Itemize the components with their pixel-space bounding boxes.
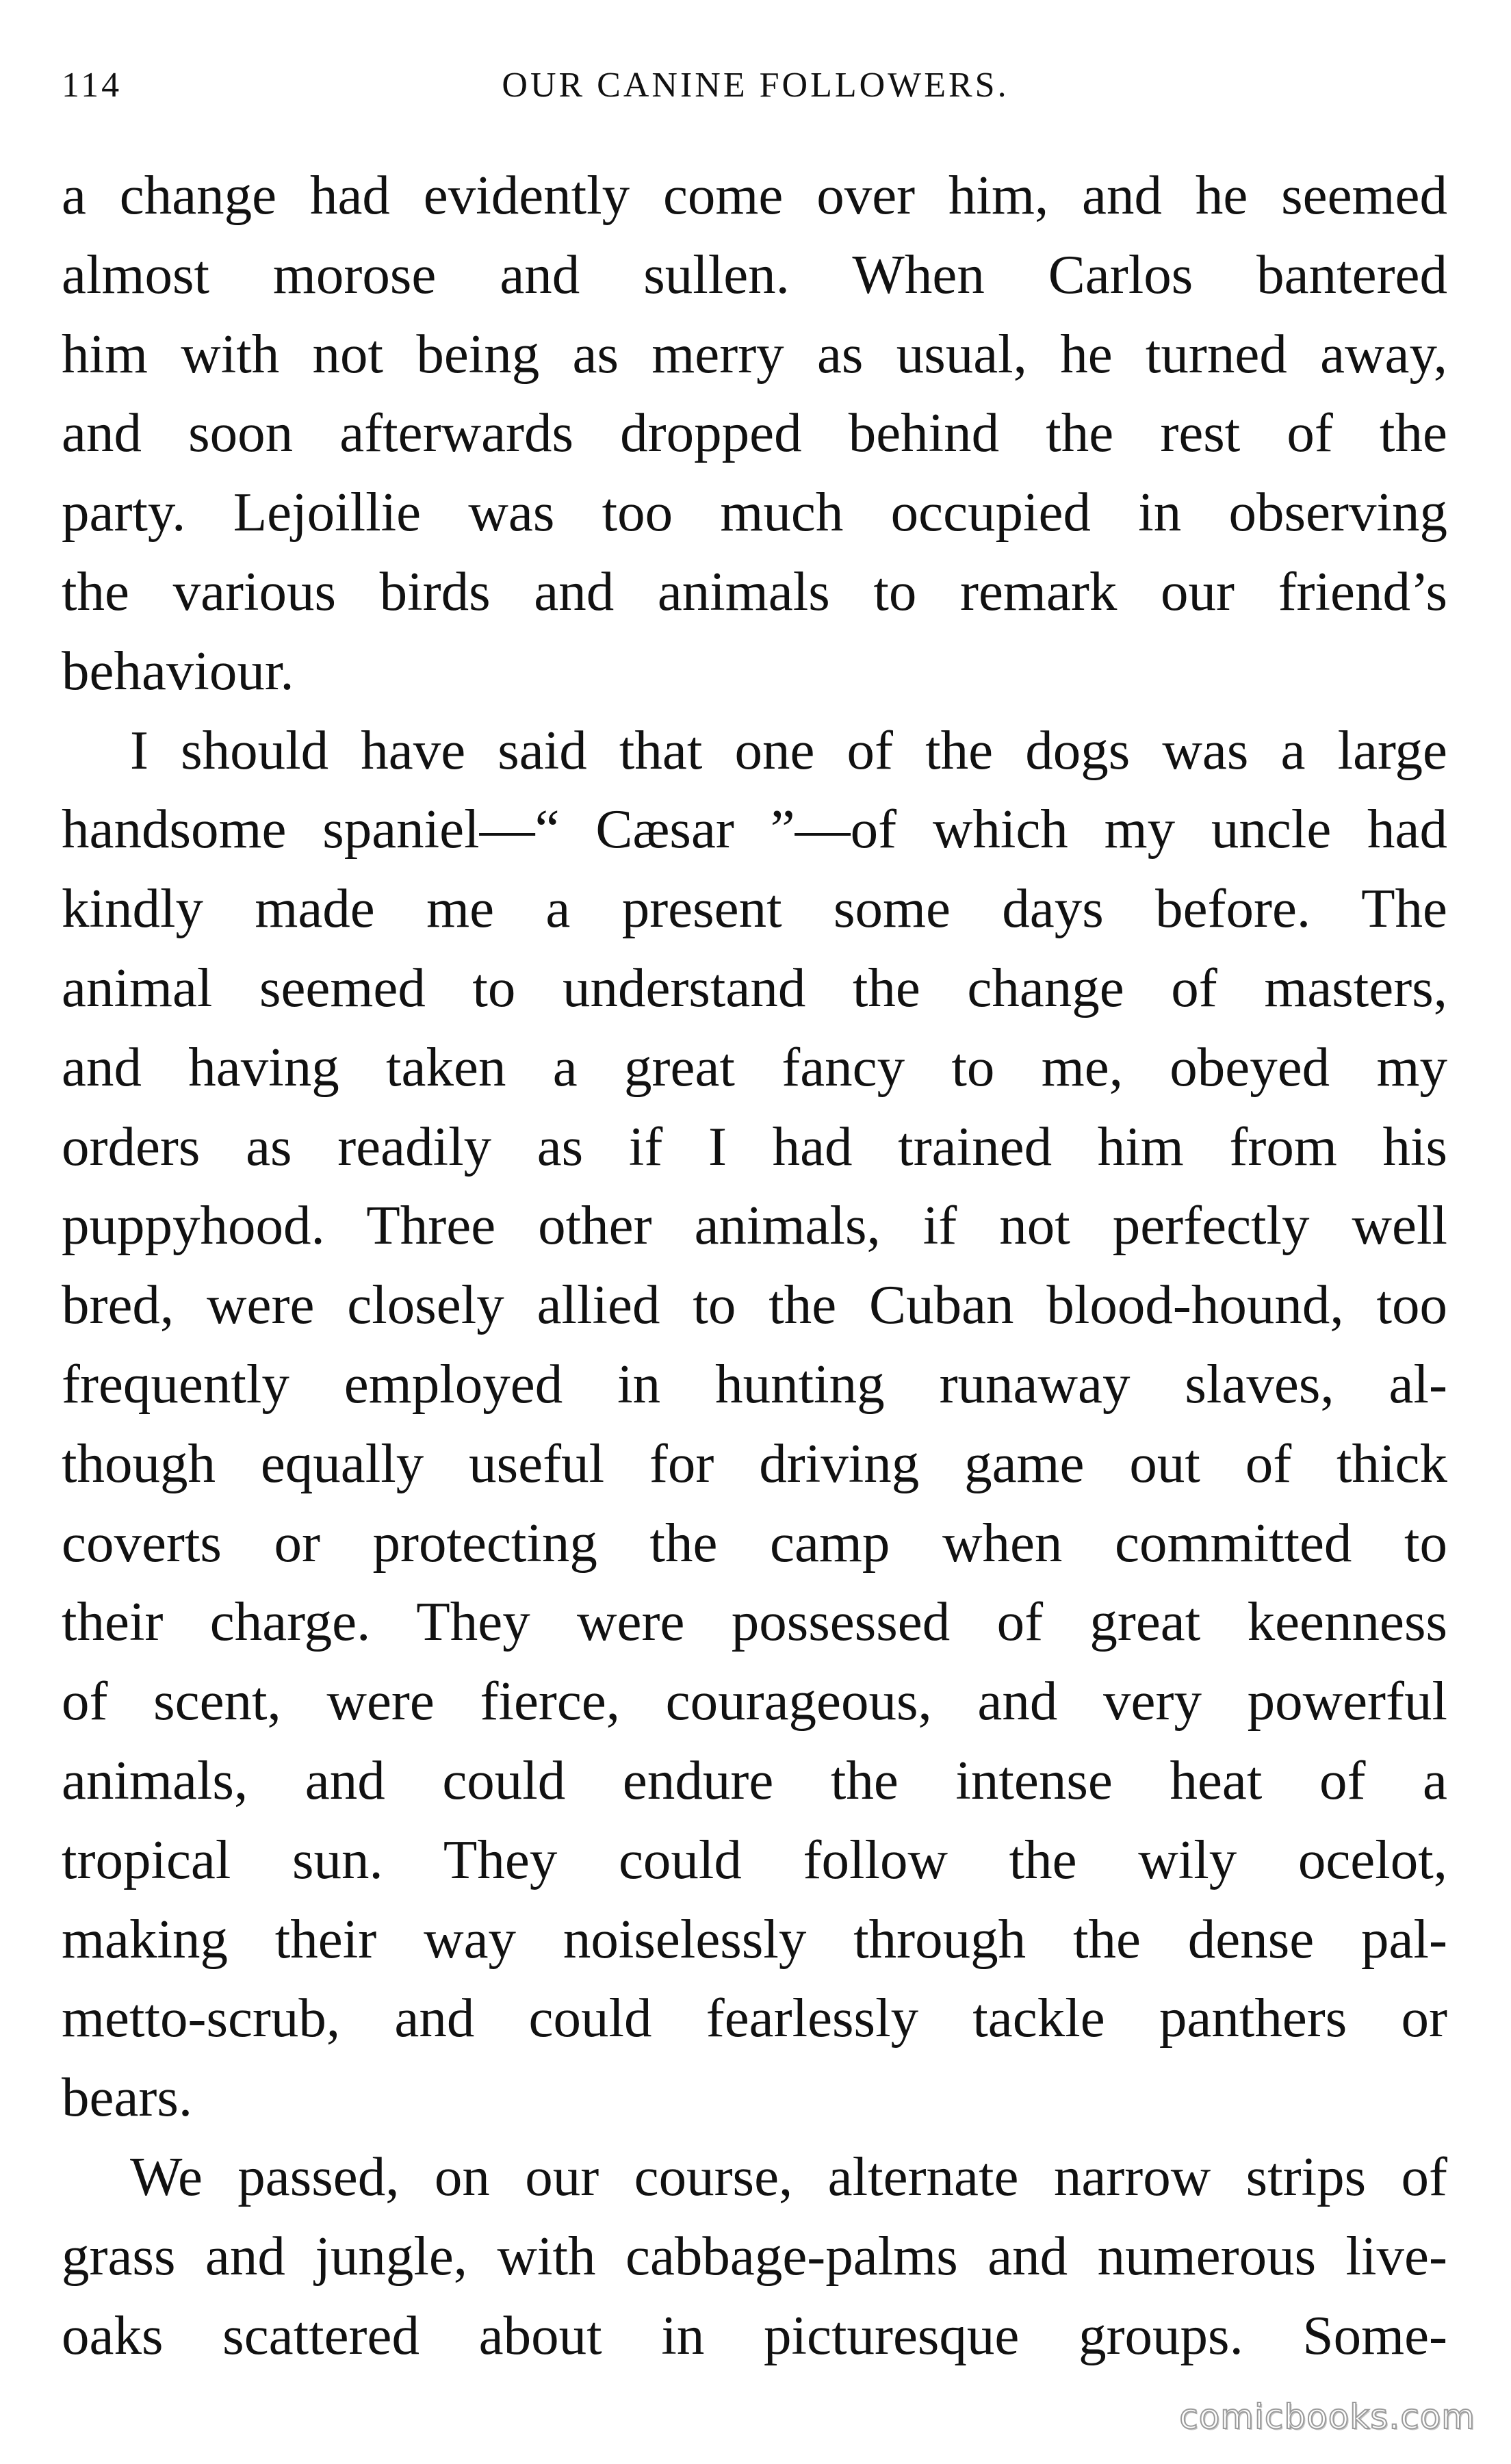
running-title: OUR CANINE FOLLOWERS.	[502, 66, 1009, 105]
text-line: orders as readily as if I had trained him from his	[62, 1115, 1447, 1177]
text-line: metto-scrub, and could fearlessly tackle panthers or	[62, 1987, 1447, 2049]
text-line: puppyhood. Three other animals, if not perfectly well	[62, 1194, 1447, 1257]
text-line: tropical sun. They could follow the wily ocelot,	[62, 1828, 1447, 1890]
text-line: and having taken a great fancy to me, obeyed my	[62, 1036, 1447, 1098]
text-line: I should have said that one of the dogs was a large	[130, 719, 1447, 781]
text-line: frequently employed in hunting runaway slaves, al-	[62, 1352, 1447, 1415]
text-line: handsome spaniel—“ Cæsar ”—of which my uncle had	[62, 798, 1447, 860]
body-text	[62, 156, 1447, 2375]
text-line: bears.	[62, 2066, 193, 2129]
text-line: party. Lejoillie was too much occupied in observing	[62, 481, 1447, 543]
text-line: though equally useful for driving game out of thick	[62, 1432, 1447, 1494]
page-number: 114	[62, 66, 122, 105]
text-line: kindly made me a present some days before. The	[62, 877, 1447, 940]
text-line: bred, were closely allied to the Cuban blood-hound, too	[62, 1274, 1447, 1336]
watermark: comicbooks.com	[1179, 2397, 1475, 2437]
text-line: him with not being as merry as usual, he turned away,	[62, 322, 1447, 385]
text-line: animal seemed to understand the change of masters,	[62, 956, 1447, 1018]
text-line: We passed, on our course, alternate narrow strips of	[130, 2145, 1447, 2207]
text-line: making their way noiselessly through the dense pal-	[62, 1908, 1447, 1970]
running-head	[62, 65, 1449, 127]
text-line: and soon afterwards dropped behind the rest of the	[62, 402, 1447, 464]
text-line: a change had evidently come over him, and he seemed	[62, 164, 1447, 226]
text-line: almost morose and sullen. When Carlos bantered	[62, 243, 1447, 305]
text-line: the various birds and animals to remark our friend’s	[62, 560, 1447, 622]
text-line: coverts or protecting the camp when committed to	[62, 1511, 1447, 1574]
text-line: grass and jungle, with cabbage-palms and numerous live-	[62, 2224, 1447, 2287]
text-line: of scent, were fierce, courageous, and very powerful	[62, 1670, 1447, 1732]
text-line: behaviour.	[62, 639, 294, 702]
text-line: their charge. They were possessed of great keenness	[62, 1591, 1447, 1653]
text-line: animals, and could endure the intense heat of a	[62, 1749, 1447, 1811]
text-line: oaks scattered about in picturesque groups. Some-	[62, 2304, 1447, 2366]
